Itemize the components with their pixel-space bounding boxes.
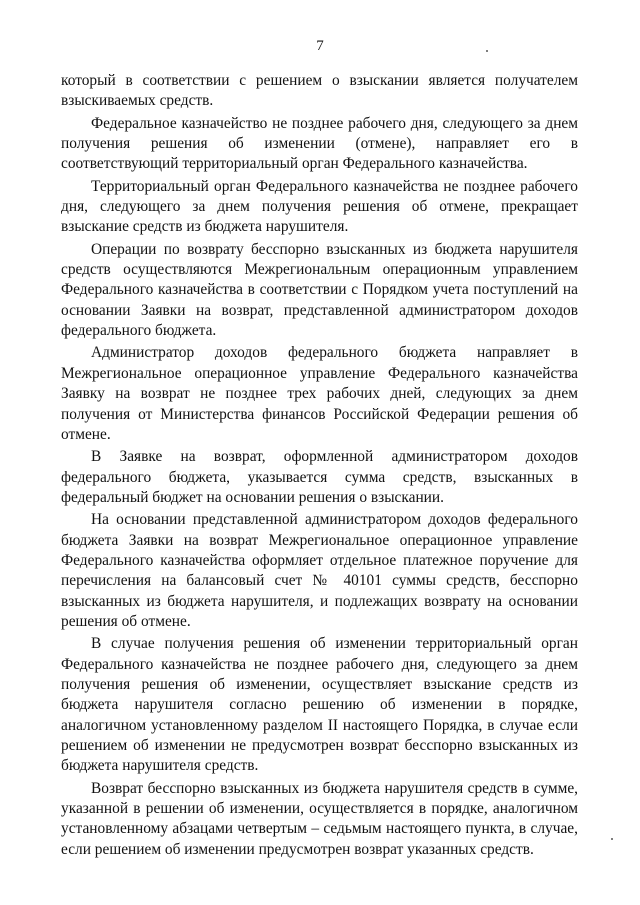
paragraph: Администратор доходов федерального бюджета направляет в Межрегиональное операционное управление Федерального казначейства Заявку на возврат не позднее трех рабочих дней, следующих за днем получения от Министерства финансов Российской Федерации решения об отмене. xyxy=(61,344,578,443)
paragraph: Территориальный орган Федерального казначейства не позднее рабочего дня, следующего за днем получения решения об отмене, прекращает взыскание средств из бюджета нарушителя. xyxy=(61,177,578,236)
paragraph-continuation: который в соответствии с решением о взыскании является получателем взыскиваемых средств. xyxy=(61,72,578,110)
scan-speck xyxy=(486,50,488,52)
paragraph: Возврат бесспорно взысканных из бюджета нарушителя средств в сумме, указанной в решении об изменении, осуществляется в порядке, аналогичном установленному абзацами четвертым – седьмым настоящего пункта, в случае, если решением об изменении предусмотрен возврат указанных средств. xyxy=(61,779,578,858)
page-number: 7 xyxy=(316,38,324,54)
scan-speck xyxy=(611,838,613,840)
paragraph: Федеральное казначейство не позднее рабочего дня, следующего за днем получения решения об изменении (отмене), направляет его в соответствующий территориальный орган Федерального казначейства. xyxy=(61,114,578,173)
paragraph: На основании представленной администратором доходов федерального бюджета Заявки на возврат Межрегиональное операционное управление Федерального казначейства оформляет отдельное платежное поручение для перечисления на балансовый счет № 40101 суммы средств, бесспорно взысканных из бюджета нарушителя, и подлежащих возврату на основании решения об отмене. xyxy=(61,511,578,630)
paragraph: Операции по возврату бесспорно взысканных из бюджета нарушителя средств осуществляются Межрегиональным операционным управлением Федерального казначейства в соответствии с Порядком учета поступлений на основании Заявки на возврат, представленной администратором доходов федерального бюджета. xyxy=(61,240,578,340)
paragraph: В случае получения решения об изменении территориальный орган Федерального казначейства не позднее рабочего дня, следующего за днем получения решения об изменении, осуществляет взыскание средств из бюджета нарушителя согласно решению об изменении в порядке, аналогичном установленному разделом II настоящего Порядка, в случае если решением об изменении не предусмотрен возврат бесспорно взысканных из бюджета нарушителя средств. xyxy=(61,635,578,775)
paragraph: В Заявке на возврат, оформленной администратором доходов федерального бюджета, указывается сумма средств, взысканных в федеральный бюджет на основании решения о взыскании. xyxy=(61,448,578,506)
document-body xyxy=(61,71,578,862)
